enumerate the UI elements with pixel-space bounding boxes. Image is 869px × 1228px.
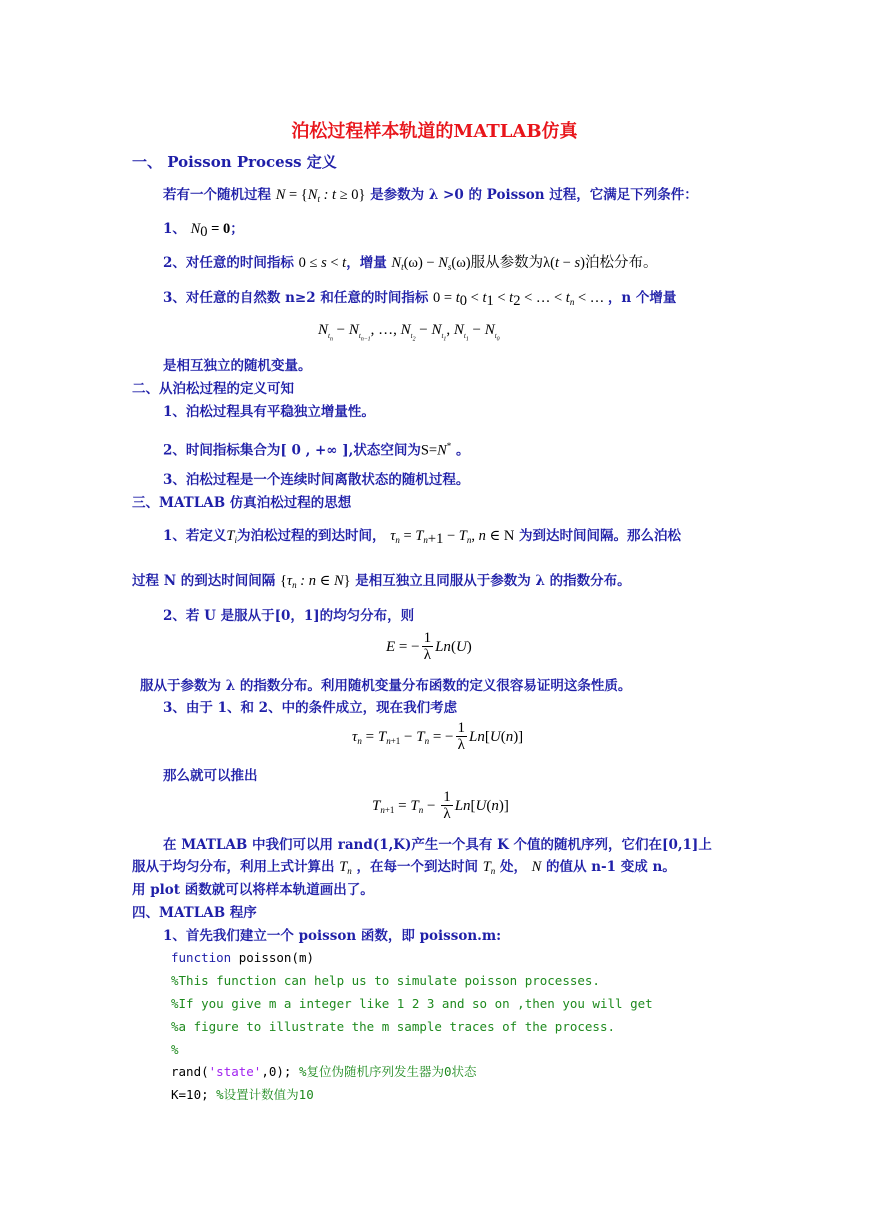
idea-2-after: 服从于参数为 λ 的指数分布。利用随机变量分布函数的定义很容易证明这条性质。: [140, 678, 632, 694]
code-line-1: function poisson(m): [171, 950, 315, 965]
idea-4-line1: 在 MATLAB 中我们可以用 rand(1,K)产生一个具有 K 个值的随机序列，它们在[0,1]上: [163, 837, 712, 853]
property-1: 1、泊松过程具有平稳独立增量性。: [163, 404, 375, 420]
condition-3: 3、对任意的自然数 n≥2 和任意的时间指标 0 = t0 < t1 < t2 < … < $t_n$ < … ，n 个增量: [163, 290, 677, 309]
program-intro: 1、首先我们建立一个 poisson 函数，即 poisson.m:: [163, 928, 502, 944]
idea-3-then: 那么就可以推出: [163, 768, 258, 784]
condition-1: 1、 N0 = 0；: [163, 221, 244, 240]
exponential-formula: E = − $\frac{1}{\lambda}$ Ln(U): [386, 630, 472, 663]
property-2: 2、时间指标集合为[ 0 , +∞ ],状态空间为S=N* 。: [163, 441, 470, 459]
code-line-4: %a figure to illustrate the m sample traces of the process.: [171, 1019, 616, 1034]
code-line-6: rand('state',0); %复位伪随机序列发生器为0状态: [171, 1064, 477, 1079]
idea-2: 2、若 U 是服从于[0，1]的均匀分布，则: [163, 608, 415, 624]
page-title: 泊松过程样本轨道的MATLAB仿真: [291, 121, 578, 142]
idea-3: 3、由于 1、和 2、中的条件成立，现在我们考虑: [163, 700, 458, 716]
idea-4-line3: 用 plot 函数就可以将样本轨道画出了。: [132, 882, 374, 898]
code-line-2: %This function can help us to simulate poisson processes.: [171, 973, 600, 988]
code-line-7: K=10; %设置计数值为10: [171, 1087, 314, 1102]
arrival-formula: $T_{n+1} = T_n$ − $\frac{1}{\lambda}$ Ln[U(n)]: [372, 789, 509, 822]
independence-line: 是相互独立的随机变量。: [163, 358, 312, 374]
increments-formula: $N_{t_n} - N_{t_{n-1}}$, …, $N_{t_2} - N_{t_1}$, $N_{t_1} - N_{t_0}$: [318, 322, 500, 343]
idea-1: 1、若定义$T_i$为泊松过程的到达时间， $\tau_n = T_n+1 - T_n$, n ∈ N 为到达时间间隔。那么泊松: [163, 528, 682, 547]
code-line-3: %If you give m a integer like 1 2 3 and so on ,then you will get: [171, 996, 653, 1011]
section4-heading: 四、MATLAB 程序: [132, 905, 257, 921]
idea-1-cont: 过程 N 的到达时间间隔 {$\tau_n$ : n ∈ N} 是相互独立且同服从于参数为 λ 的指数分布。: [132, 573, 631, 590]
section3-heading: 三、MATLAB 仿真泊松过程的思想: [132, 495, 352, 511]
property-3: 3、泊松过程是一个连续时间离散状态的随机过程。: [163, 472, 470, 488]
condition-2: 2、对任意的时间指标 0 ≤ s < t，增量 $N_t(\omega) - N_s(\omega)$服从参数为λ(t − s)泊松分布。: [163, 255, 658, 272]
section1-heading: 一、 Poisson Process 定义: [132, 153, 337, 171]
idea-4-line2: 服从于均匀分布，利用上式计算出 $T_n$ ，在每一个到达时间 $T_n$ 处， N 的值从 n-1 变成 n。: [132, 859, 676, 876]
code-line-5: %: [171, 1042, 179, 1057]
interval-formula: $\tau_n = T_{n+1} - T_n$ = − $\frac{1}{\lambda}$ Ln[U(n)]: [352, 720, 524, 753]
section2-heading: 二、从泊松过程的定义可知: [132, 381, 294, 397]
definition-intro: 若有一个随机过程 $N = \{N_t$ : t ≥ 0} 是参数为 λ >0 的 Poisson 过程，它满足下列条件：: [163, 187, 698, 204]
